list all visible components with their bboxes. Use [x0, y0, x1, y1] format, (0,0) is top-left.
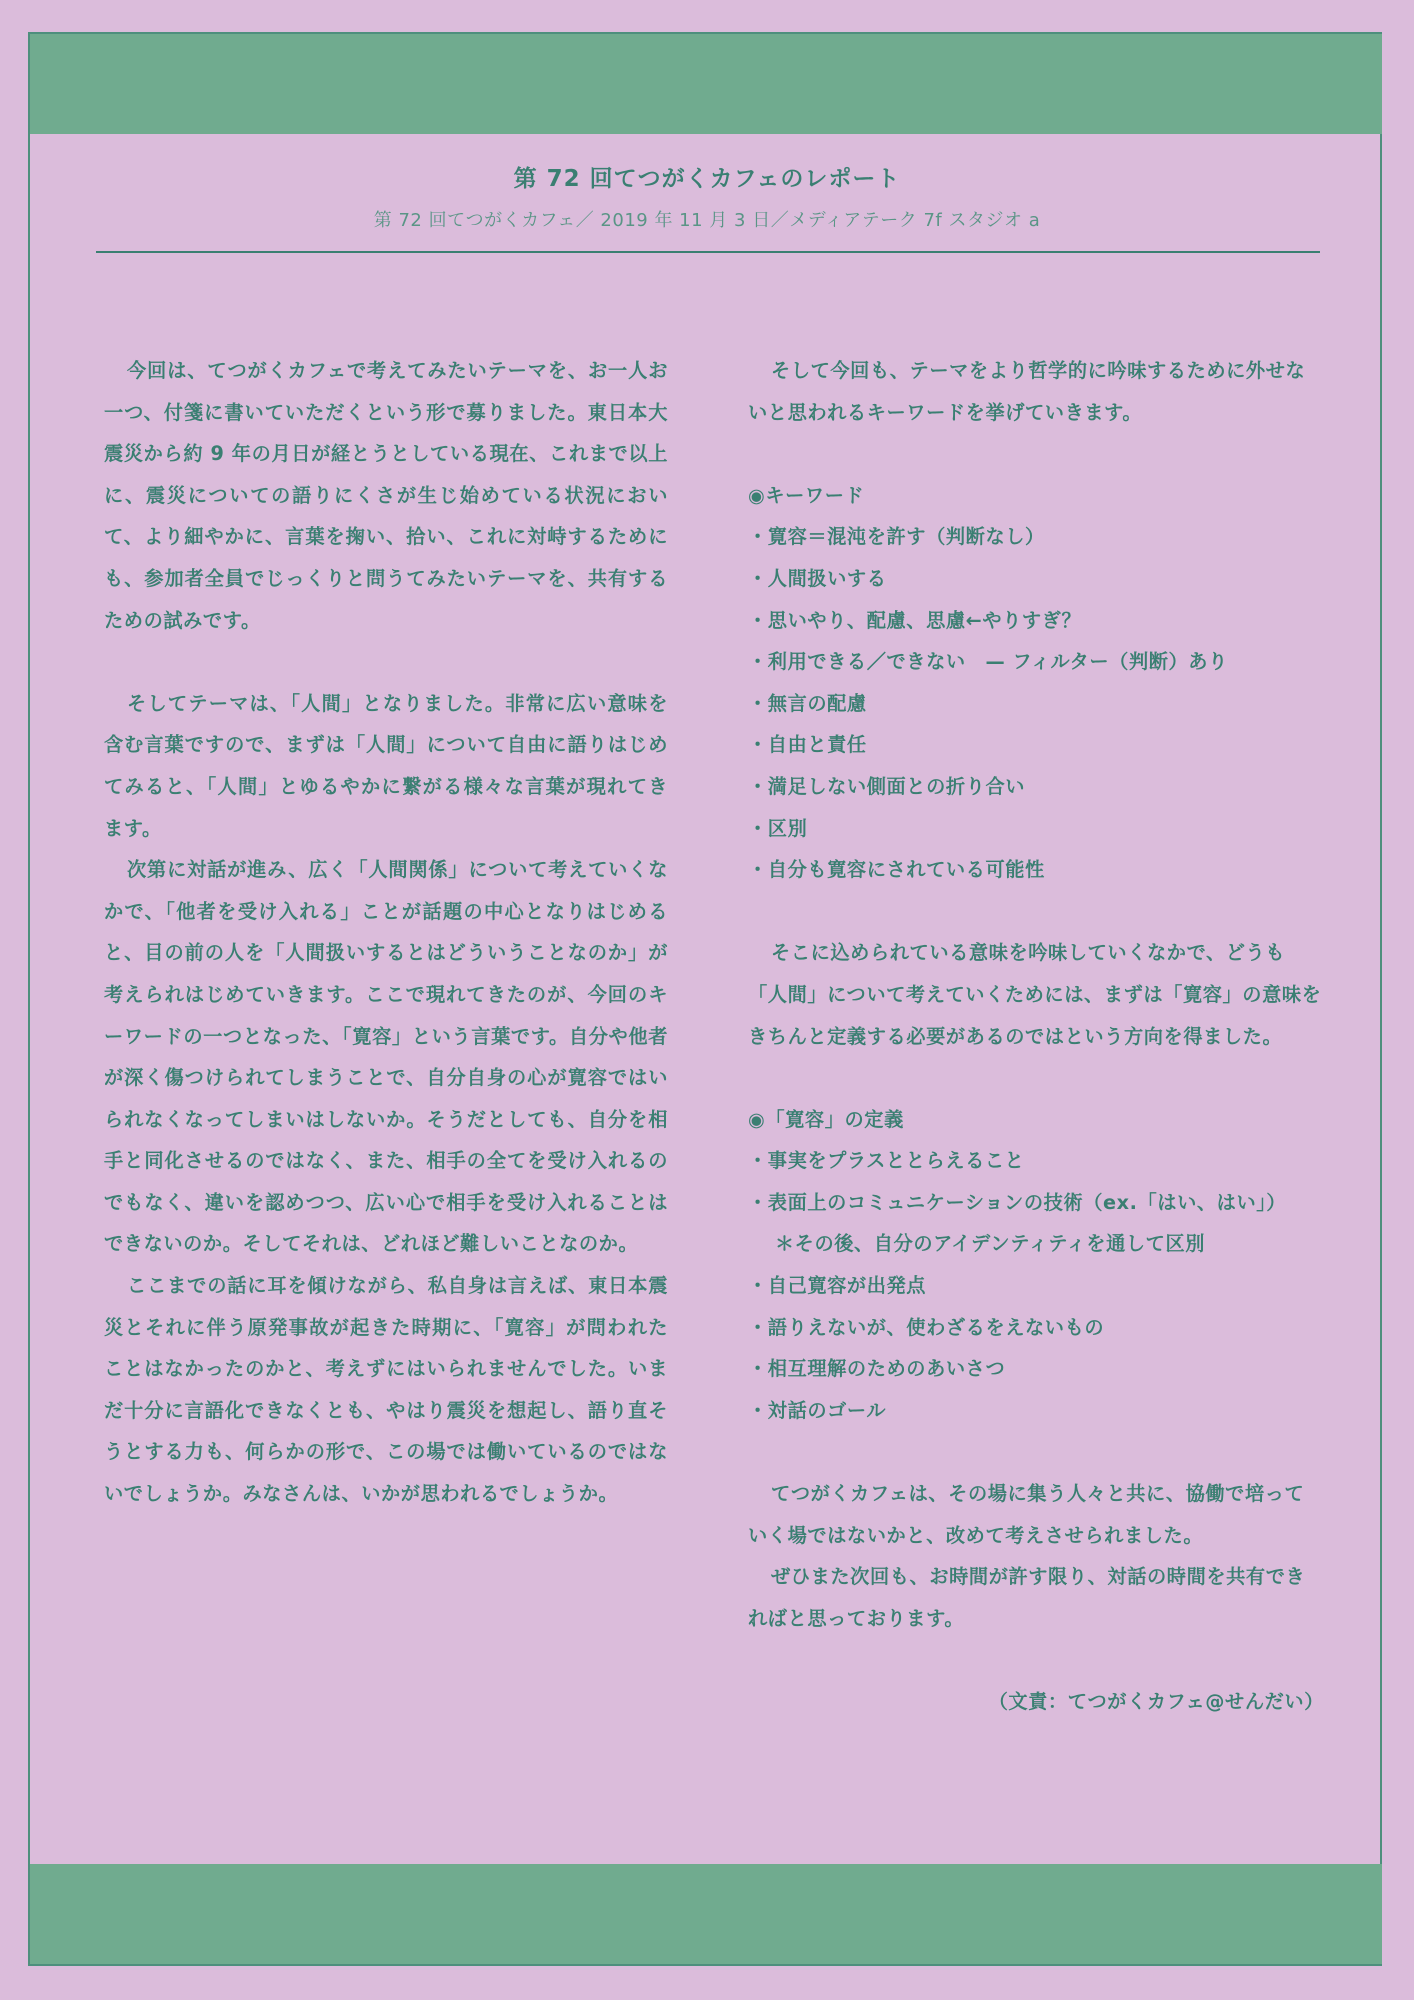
list-item: ・思いやり、配慮、思慮←やりすぎ？	[748, 608, 1082, 632]
left-paragraph-4: ここまでの話に耳を傾けながら、私自身は言えば、東日本震災とそれに伴う原発事故が起きた時期に、「寛容」が問われたことはなかったのかと、考えずにはいられませんでした。いまだ十分に言語化できなくとも、やはり震災を想起し、語り直そうとする力も、何らかの形で、この場では働いているのではないでしょうか。みなさんは、いかが思われるでしょうか。	[104, 1274, 668, 1506]
right-paragraph-2: そこに込められている意味を吟味していくなかで、どうも「人間」について考えていくためには、まずは「寛容」の意味をきちんと定義する必要があるのではという方向を得ました。	[748, 941, 1322, 1048]
list-item: ・対話のゴール	[748, 1398, 887, 1422]
list-item: ・利用できる／できない — フィルター（判断）あり	[748, 650, 1228, 674]
right-column	[748, 350, 1324, 1723]
report-title: 第 72 回てつがくカフェのレポート	[513, 166, 901, 192]
spacer	[748, 1057, 1324, 1099]
definition-heading: ◉「寛容」の定義	[748, 1107, 904, 1131]
list-item: ・相互理解のためのあいさつ	[748, 1357, 1006, 1381]
footer-band	[30, 1864, 1382, 1964]
left-paragraph-3: 次第に対話が進み、広く「人間関係」について考えていくなかで、「他者を受け入れる」ことが話題の中心となりはじめると、目の前の人を「人間扱いするとはどういうことなのか」が考えられはじめていきます。ここで現れてきたのが、今回のキーワードの一つとなった、「寛容」という言葉です。自分や他者が深く傷つけられてしまうことで、自分自身の心が寛容ではいられなくなってしまいはしないか。そうだとしても、自分を相手と同化させるのではなく、また、相手の全てを受け入れるのでもなく、違いを認めつつ、広い心で相手を受け入れることはできないのか。そしてそれは、どれほど難しいことなのか。	[104, 858, 668, 1256]
title-divider	[96, 251, 1320, 253]
header-band	[30, 34, 1382, 134]
list-item: ・無言の配慮	[748, 691, 867, 715]
list-item: ・表面上のコミュニケーションの技術（ex.「はい、はい」）	[748, 1190, 1287, 1214]
keywords-heading: ◉キーワード	[748, 483, 865, 507]
spacer	[748, 433, 1324, 475]
left-paragraph-2: そしてテーマは、「人間」となりました。非常に広い意味を含む言葉ですので、まずは「人間」について自由に語りはじめてみると、「人間」とゆるやかに繋がる様々な言葉が現れてきます。	[104, 691, 668, 840]
list-item-note: ＊その後、自分のアイデンティティを通して区別	[774, 1232, 1206, 1256]
list-item: ・自由と責任	[748, 733, 867, 757]
left-column	[104, 350, 668, 1515]
list-item: ・事実をプラスととらえること	[748, 1149, 1025, 1173]
left-paragraph-1: 今回は、てつがくカフェで考えてみたいテーマを、お一人お一つ、付箋に書いていただくという形で募りました。東日本大震災から約 9 年の月日が経とうとしている現在、これまで以上に、震災についての語りにくさが生じ始めている状況において、より細やかに、言葉を掬い、拾い、これに対峙するためにも、参加者全員でじっくりと問うてみたいテーマを、共有するための試みです。	[104, 359, 668, 632]
right-paragraph-4: ぜひまた次回も、お時間が許す限り、対話の時間を共有できればと思っております。	[748, 1565, 1306, 1630]
author-credit: （文責：てつがくカフェ@せんだい）	[988, 1690, 1324, 1713]
list-item: ・人間扱いする	[748, 566, 887, 590]
list-item: ・自己寛容が出発点	[748, 1274, 927, 1298]
list-item: ・区別	[748, 816, 808, 840]
list-item: ・寛容＝混沌を許す（判断なし）	[748, 525, 1045, 549]
list-item: ・自分も寛容にされている可能性	[748, 858, 1045, 882]
right-paragraph-3: てつがくカフェは、その場に集う人々と共に、協働で培っていく場ではないかと、改めて考えさせられました。	[748, 1482, 1305, 1547]
keyword-list	[748, 516, 1324, 890]
spacer	[748, 1639, 1324, 1681]
list-item: ・語りえないが、使わざるをえないもの	[748, 1315, 1105, 1339]
spacer	[748, 891, 1324, 933]
spacer	[104, 641, 668, 683]
definition-list	[748, 1140, 1324, 1431]
report-meta: 第 72 回てつがくカフェ／ 2019 年 11 月 3 日／メディアテーク 7f スタジオ a	[373, 210, 1041, 231]
right-intro: そして今回も、テーマをより哲学的に吟味するために外せないと思われるキーワードを挙げていきます。	[748, 359, 1306, 424]
list-item: ・満足しない側面との折り合い	[748, 774, 1026, 798]
spacer	[748, 1431, 1324, 1473]
